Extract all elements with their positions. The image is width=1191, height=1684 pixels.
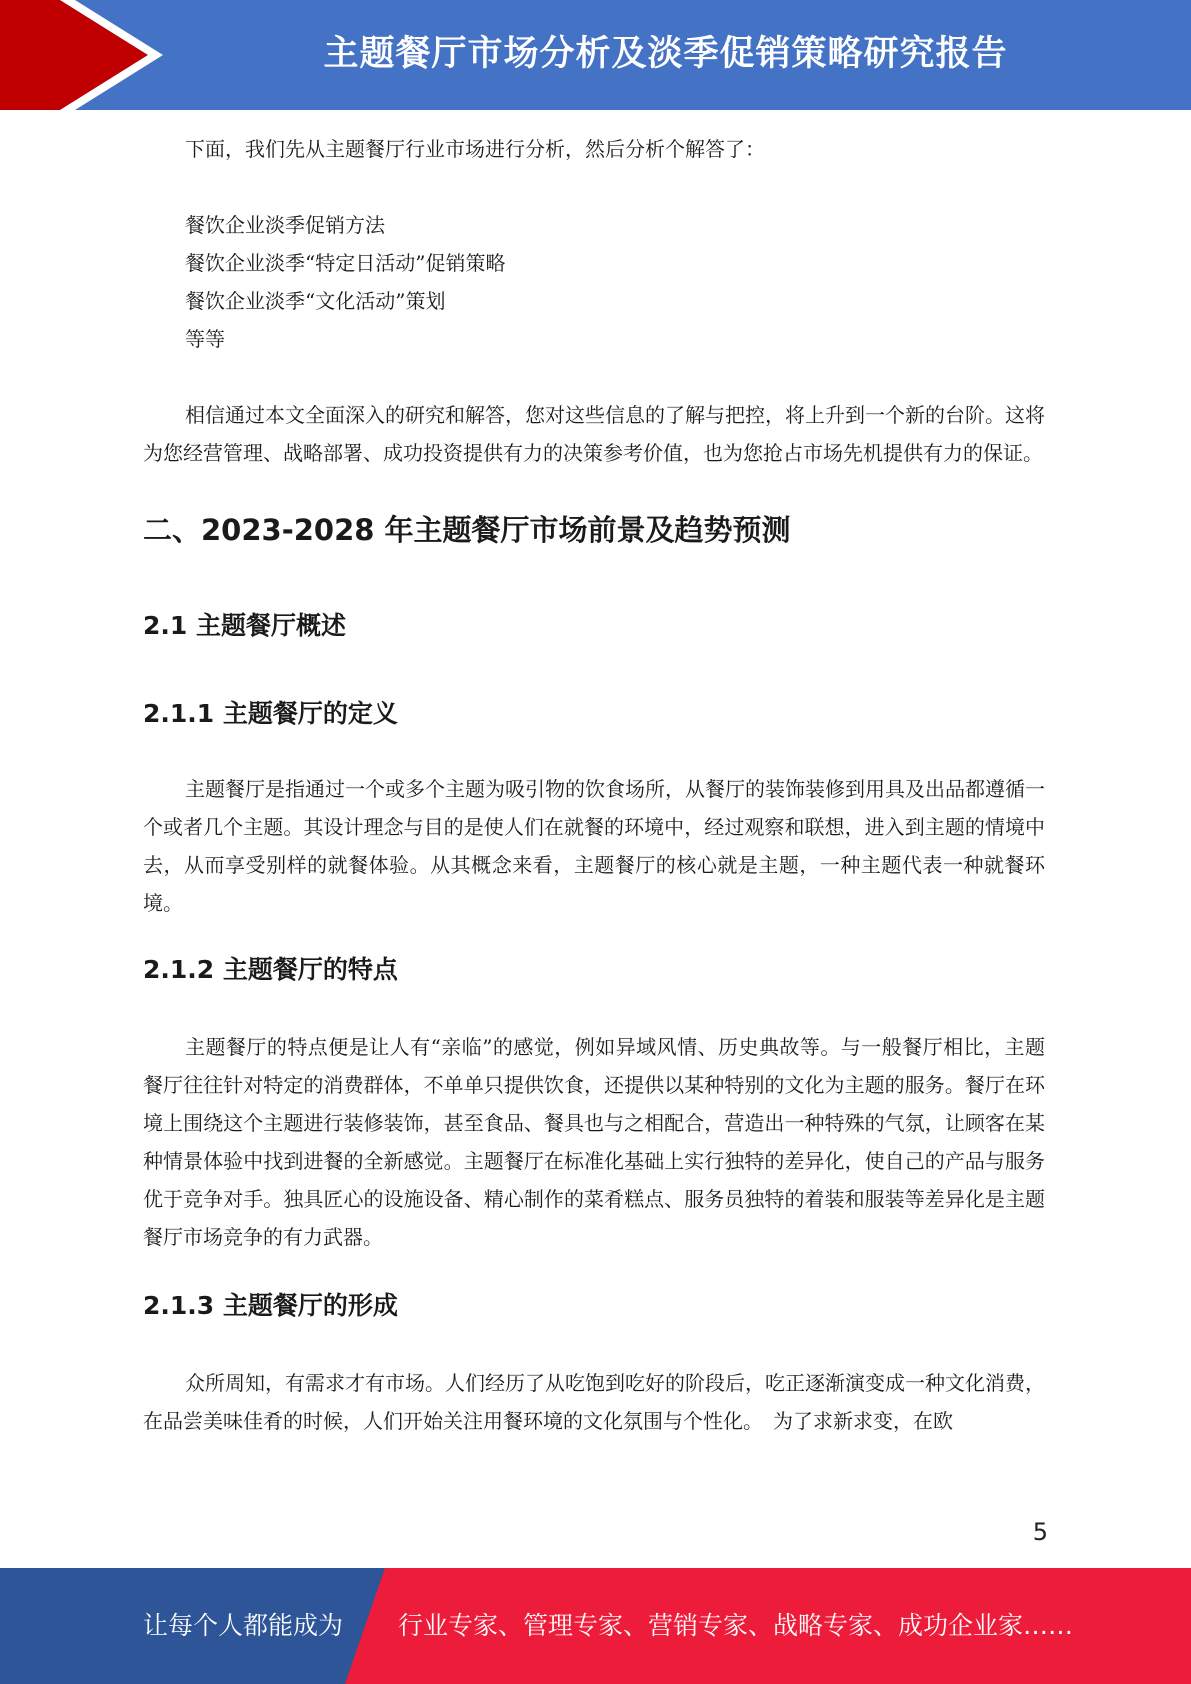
intro-list [143, 206, 1045, 358]
page-header [0, 0, 1191, 110]
subsection-heading-2-1: 2.1 主题餐厅概述 [143, 611, 346, 640]
features-paragraph: 主题餐厅的特点便是让人有“亲临”的感觉，例如异域风情、历史典故等。与一般餐厅相比，主题餐厅往往针对特定的消费群体，不单单只提供饮食，还提供以某种特别的文化为主题的服务。餐厅在环境上围绕这个主题进行装修装饰，甚至食品、餐具也与之相配合，营造出一种特殊的气氛，让顾客在某种情景体验中找到进餐的全新感觉。主题餐厅在标准化基础上实行独特的差异化，使自己的产品与服务优于竞争对手。独具匠心的设施设备、精心制作的菜肴糕点、服务员独特的着装和服装等差异化是主题餐厅市场竞争的有力武器。 [143, 1035, 1045, 1249]
intro-lead: 下面，我们先从主题餐厅行业市场进行分析，然后分析个解答了： [185, 137, 765, 161]
list-item: 餐饮企业淡季“文化活动”策划 [185, 289, 446, 313]
subsection-heading-2-1-3: 2.1.3 主题餐厅的形成 [143, 1291, 398, 1320]
list-item: 等等 [185, 327, 225, 351]
list-item: 餐饮企业淡季“特定日活动”促销策略 [185, 251, 506, 275]
intro-closing: 相信通过本文全面深入的研究和解答，您对这些信息的了解与把控，将上升到一个新的台阶。这将为您经营管理、战略部署、成功投资提供有力的决策参考价值，也为您抢占市场先机提供有力的保证。 [143, 403, 1045, 465]
report-title: 主题餐厅市场分析及淡季促销策略研究报告 [323, 34, 1008, 74]
section-heading: 二、2023-2028 年主题餐厅市场前景及趋势预测 [143, 513, 791, 547]
footer-slogan-right: 行业专家、管理专家、营销专家、战略专家、成功企业家…… [398, 1611, 1074, 1640]
list-item: 餐饮企业淡季促销方法 [185, 213, 385, 237]
page-footer [0, 1568, 1191, 1684]
page-number: 5 [1032, 1518, 1048, 1546]
definition-paragraph: 主题餐厅是指通过一个或多个主题为吸引物的饮食场所，从餐厅的装饰装修到用具及出品都遵循一个或者几个主题。其设计理念与目的是使人们在就餐的环境中，经过观察和联想，进入到主题的情境中去，从而享受别样的就餐体验。从其概念来看，主题餐厅的核心就是主题，一种主题代表一种就餐环境。 [143, 777, 1045, 915]
subsection-heading-2-1-2: 2.1.2 主题餐厅的特点 [143, 955, 398, 984]
footer-slogan-left: 让每个人都能成为 [143, 1611, 344, 1640]
formation-paragraph: 众所周知，有需求才有市场。人们经历了从吃饱到吃好的阶段后，吃正逐渐演变成一种文化消费，在品尝美味佳肴的时候，人们开始关注用餐环境的文化氛围与个性化。 为了求新求变，在欧 [143, 1371, 1045, 1433]
subsection-heading-2-1-1: 2.1.1 主题餐厅的定义 [143, 699, 398, 728]
page-content [143, 130, 1045, 1440]
